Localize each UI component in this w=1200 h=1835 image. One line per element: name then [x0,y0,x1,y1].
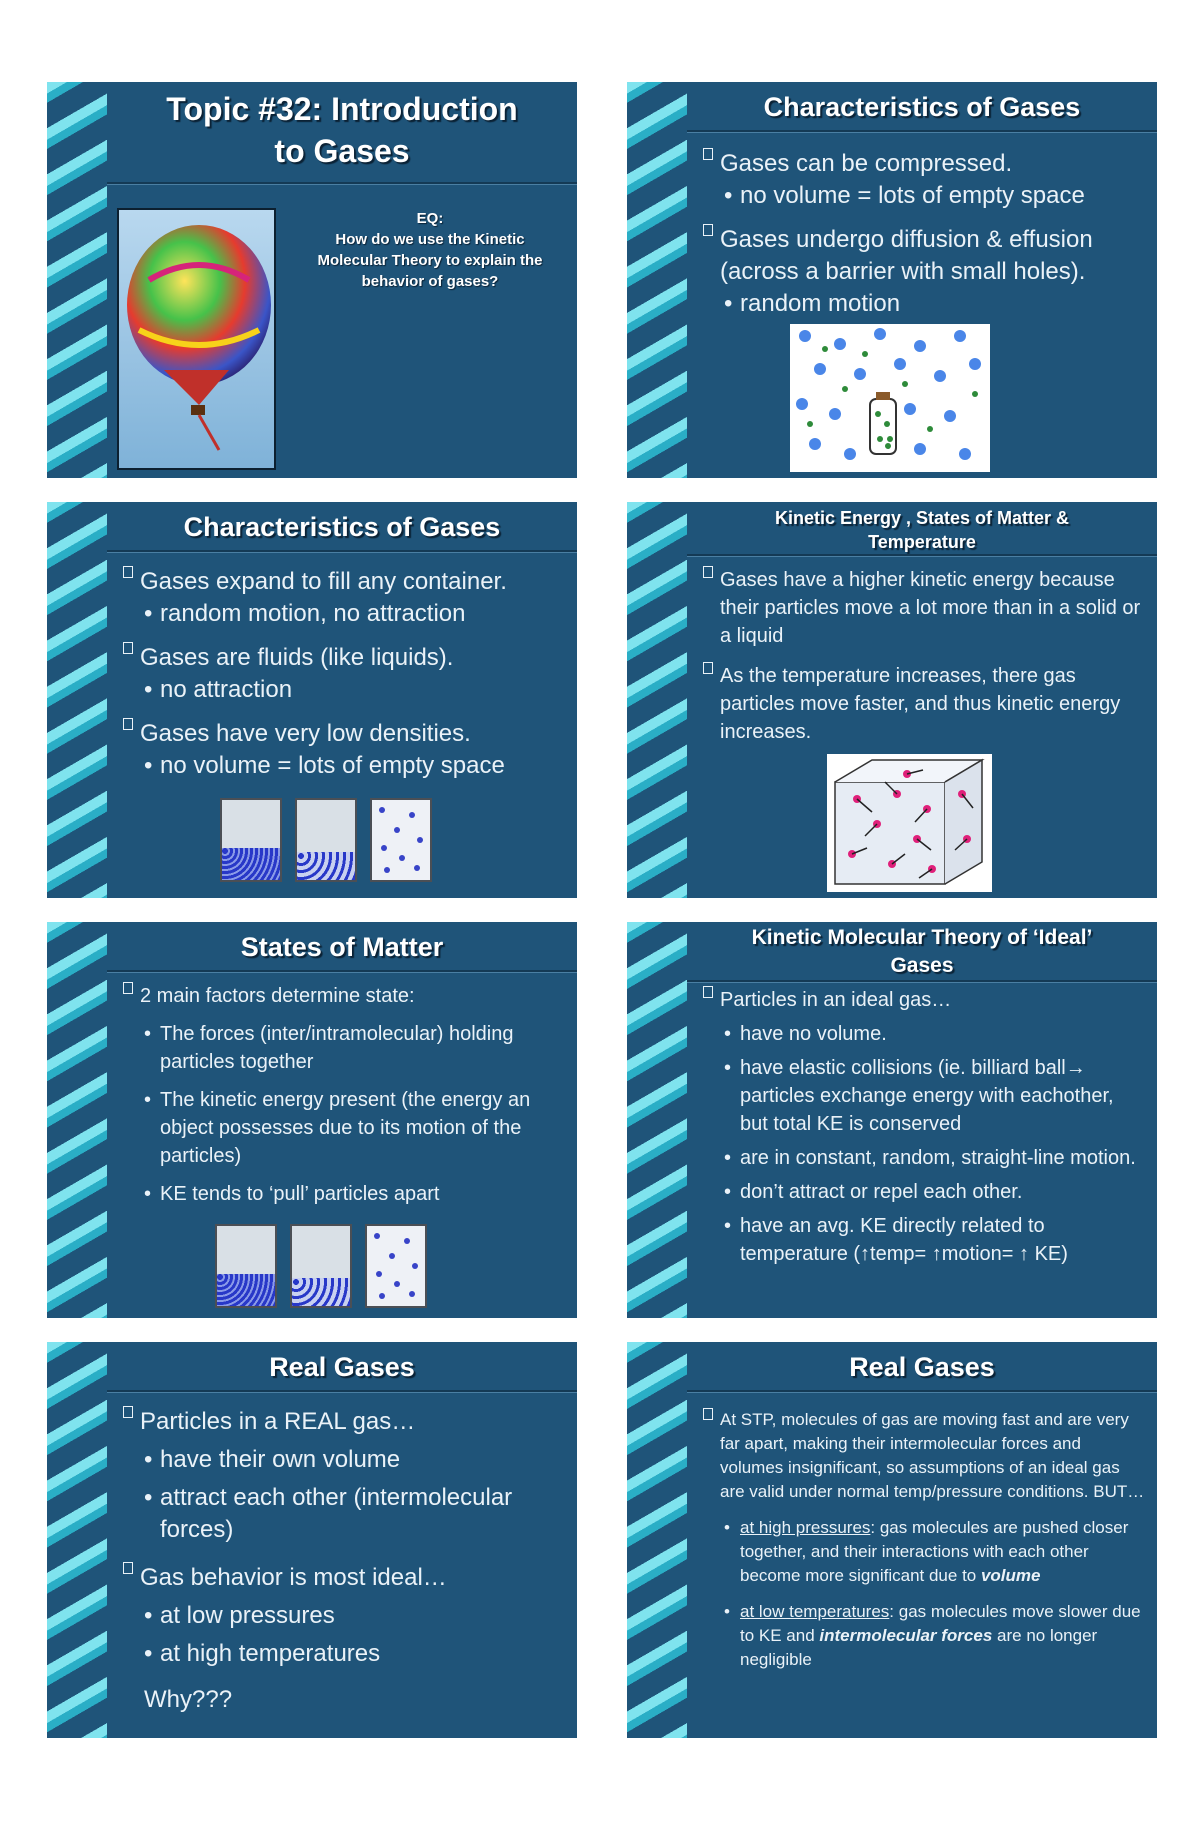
slide-stripe [47,922,107,1318]
bullet: At STP, molecules of gas are moving fast and are very far apart, making their intermolecular forces and volumes insignificant, so assumptions of an ideal gas are valid under normal temp/pressure conditions. BUT… [702,1408,1145,1504]
slide-content [122,566,565,782]
slide-2 [627,82,1157,478]
title-rule [687,130,1157,133]
sub-bullet: • no volume = lots of empty space [702,180,1145,212]
sub-bullet: • have their own volume [122,1444,565,1476]
slide-5 [47,922,577,1318]
slide-content [122,1406,565,1716]
essential-question: EQ: How do we use the Kinetic Molecular Theory to explain the behavior of gases? [317,210,543,290]
liquid-container-image [290,1224,352,1308]
bullet: Gases can be compressed. [702,148,1145,180]
sub-bullet: • don’t attract or repel each other. [702,1178,1145,1206]
slide-content [702,1408,1145,1672]
title-rule [687,1390,1157,1393]
title-rule [687,554,1157,557]
title-rule [687,980,1157,983]
slide-stripe [627,502,687,898]
slide-4 [627,502,1157,898]
gas-container-image [365,1224,427,1308]
slide-stripe [627,82,687,478]
bullet: As the temperature increases, there gas particles move faster, and thus kinetic energy increases. [702,662,1145,746]
sub-bullet: • random motion [702,288,1145,320]
title-rule [107,1390,577,1393]
sub-bullet: • The kinetic energy present (the energy an object possesses due to its motion of the particles) [122,1086,565,1170]
bullet: Particles in an ideal gas… [702,986,1145,1014]
slide-title: Real Gases [849,1352,995,1382]
slide-stripe [627,1342,687,1738]
title-rule [107,182,577,185]
slide-1 [47,82,577,478]
slide-7 [47,1342,577,1738]
slide-stripe [47,502,107,898]
gas-particles-cube-diagram [827,754,992,892]
sub-bullet: • random motion, no attraction [122,598,565,630]
slide-content [702,148,1145,320]
diffusion-diagram [790,324,990,472]
bullet: Gas behavior is most ideal… [122,1562,565,1594]
bullet: Particles in a REAL gas… [122,1406,565,1438]
gas-container-image [370,798,432,882]
sub-bullet: • have an avg. KE directly related to temperature (↑temp= ↑motion= ↑ KE) [702,1212,1145,1268]
slide-stripe [47,1342,107,1738]
sub-bullet: • The forces (inter/intramolecular) holding particles together [122,1020,565,1076]
bullet: Gases have a higher kinetic energy because their particles move a lot more than in a solid or a liquid [702,566,1145,650]
slide-title: Real Gases [269,1352,415,1382]
slide-content [702,566,1145,746]
slide-title: Topic #32: Introduction to Gases [166,91,518,169]
slide-3 [47,502,577,898]
slide-title: States of Matter [240,932,444,962]
bullet: Gases are fluids (like liquids). [122,642,565,674]
solid-container-image [220,798,282,882]
title-rule [107,970,577,973]
sub-bullet: • at high temperatures [122,1638,565,1670]
sub-bullet: • no volume = lots of empty space [122,750,565,782]
sub-bullet: • attract each other (intermolecular forces) [122,1482,565,1546]
slide-stripe [47,82,107,478]
title-rule [107,550,577,553]
sub-bullet: • at low pressures [122,1600,565,1632]
sub-bullet: • no attraction [122,674,565,706]
solid-container-image [215,1224,277,1308]
hot-air-balloon-image [117,208,276,470]
bullet: Gases undergo diffusion & effusion (across a barrier with small holes). [702,224,1145,288]
slide-title: Kinetic Energy , States of Matter & Temperature [774,508,1070,552]
sub-bullet: • have no volume. [702,1020,1145,1048]
sub-bullet: • KE tends to ‘pull’ particles apart [122,1180,565,1208]
bullet: Gases have very low densities. [122,718,565,750]
bullet: Gases expand to fill any container. [122,566,565,598]
sub-bullet: • at high pressures: gas molecules are pushed closer together, and their interactions with each other become more significant due to volume [702,1516,1145,1588]
slide-content [122,982,565,1208]
why-text: Why??? [144,1686,233,1713]
liquid-container-image [295,798,357,882]
slide-stripe [627,922,687,1318]
sub-bullet: • at low temperatures: gas molecules move slower due to KE and intermolecular forces are no longer negligible [702,1600,1145,1672]
sub-bullet: • have elastic collisions (ie. billiard ball→ particles exchange energy with eachother, but total KE is conserved [702,1054,1145,1138]
slide-title: Characteristics of Gases [763,92,1081,122]
bullet: 2 main factors determine state: [122,982,565,1010]
slide-content [702,986,1145,1268]
slide-title: Characteristics of Gases [183,512,501,542]
sub-bullet: • are in constant, random, straight-line motion. [702,1144,1145,1172]
slide-8 [627,1342,1157,1738]
slide-6 [627,922,1157,1318]
slide-title: Kinetic Molecular Theory of ‘Ideal’ Gases [751,926,1093,977]
